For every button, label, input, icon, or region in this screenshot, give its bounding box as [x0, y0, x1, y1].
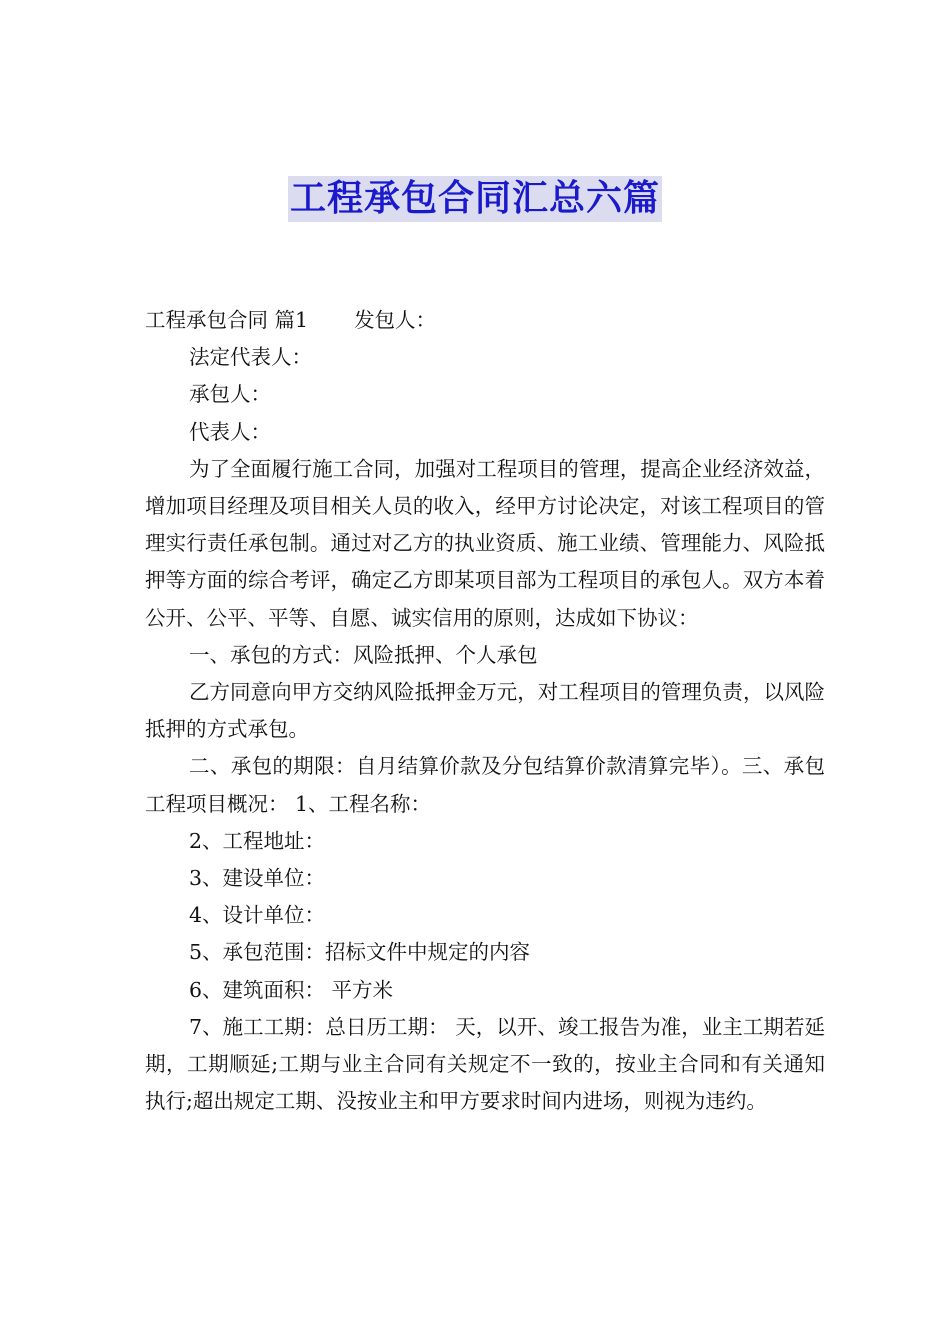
document-title: 工程承包合同汇总六篇: [288, 176, 662, 222]
item-construction-period: 7、施工工期：总日历工期： 天，以开、竣工报告为准，业主工期若延期，工期顺延;工期与业主合同有关规定不一致的，按业主合同和有关通知执行;超出规定工期、没按业主和甲方要求时间内进场，则视为违约。: [145, 1014, 825, 1114]
intro-line: [145, 302, 825, 339]
clause-deposit: 乙方同意向甲方交纳风险抵押金万元，对工程项目的管理负责，以风险抵押的方式承包。: [145, 680, 825, 742]
clause-contract-method: 一、承包的方式：风险抵押、个人承包: [189, 642, 538, 667]
title-container: [0, 176, 950, 222]
section-label: 工程承包合同 篇1: [145, 308, 309, 332]
item-contract-scope: 5、承包范围：招标文件中规定的内容: [189, 940, 531, 965]
item-project-address: 2、工程地址：: [189, 828, 326, 853]
clause-term-overview: 二、承包的期限：自月结算价款及分包结算价款清算完毕）。三、承包工程项目概况： 1、工程名称：: [145, 754, 825, 816]
item-construction-unit: 3、建设单位：: [189, 866, 326, 891]
item-design-unit: 4、设计单位：: [189, 903, 326, 928]
document-body: [145, 302, 825, 1120]
legal-representative-line: 法定代表人：: [189, 345, 312, 370]
representative-line: 代表人：: [189, 419, 271, 444]
item-building-area: 6、建筑面积： 平方米: [189, 977, 394, 1002]
preamble-paragraph: 为了全面履行施工合同，加强对工程项目的管理，提高企业经济效益，增加项目经理及项目相关人员的收入，经甲方讨论决定，对该工程项目的管理实行责任承包制。通过对乙方的执业资质、施工业绩、管理能力、风险抵押等方面的综合考评，确定乙方即某项目部为工程项目的承包人。双方本着公开、公平、平等、自愿、诚实信用的原则，达成如下协议：: [145, 456, 825, 630]
contractor-line: 承包人：: [189, 382, 271, 407]
employer-label: 发包人：: [354, 308, 437, 332]
